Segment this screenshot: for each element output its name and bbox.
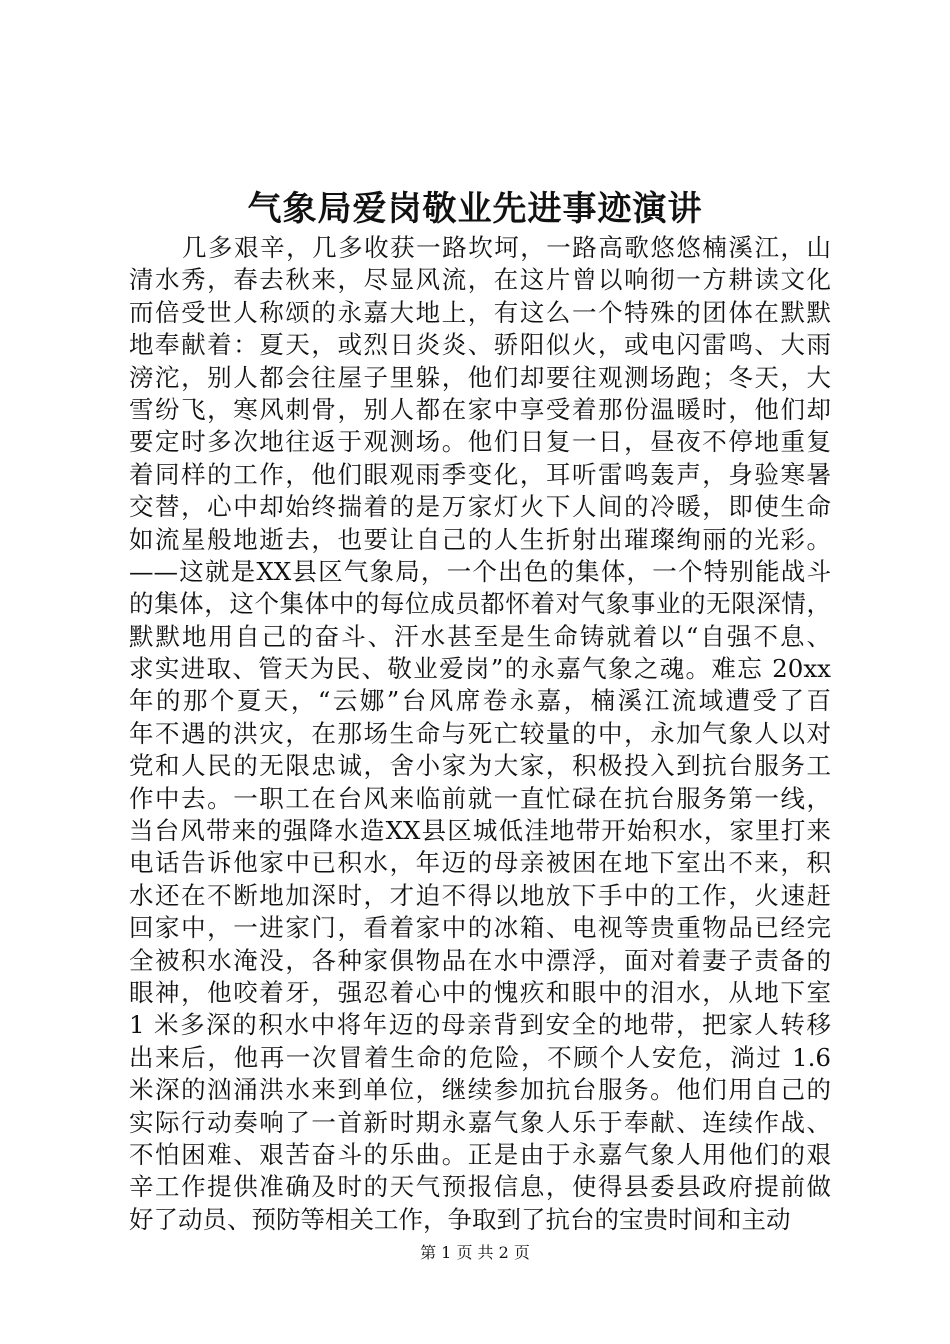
- body-line: 求实进取、管天为民、敬业爱岗”的永嘉气象之魂。难忘 20xx: [129, 654, 831, 684]
- body-line: 清水秀，春去秋来，尽显风流，在这片曾以响彻一方耕读文化: [129, 265, 831, 295]
- body-line: 地奉献着：夏天，或烈日炎炎、骄阳似火，或电闪雷鸣、大雨: [129, 330, 831, 360]
- document-title: 气象局爱岗敬业先进事迹演讲: [247, 189, 703, 229]
- body-line: 的集体，这个集体中的每位成员都怀着对气象事业的无限深情，: [129, 589, 831, 619]
- body-line: 电话告诉他家中已积水，年迈的母亲被困在地下室出不来，积: [129, 848, 831, 878]
- body-line: 着同样的工作，他们眼观雨季变化，耳听雷鸣轰声，身验寒暑: [129, 459, 831, 489]
- body-line: 几多艰辛，几多收获一路坎坷，一路高歌悠悠楠溪江，山: [182, 233, 831, 262]
- body-line: 滂沱，别人都会往屋子里躲，他们却要往观测场跑；冬天，大: [129, 362, 831, 392]
- body-line: 年不遇的洪灾，在那场生命与死亡较量的中，永加气象人以对: [129, 718, 831, 748]
- document-body: [129, 232, 831, 1236]
- body-line: 当台风带来的强降水造XX县区城低洼地带开始积水，家里打来: [129, 816, 831, 846]
- body-line: 年的那个夏天，“云娜”台风席卷永嘉，楠溪江流域遭受了百: [129, 686, 831, 716]
- body-line: 米深的汹涌洪水来到单位，继续参加抗台服务。他们用自己的: [129, 1075, 831, 1105]
- body-line: 辛工作提供准确及时的天气预报信息，使得县委县政府提前做: [129, 1172, 831, 1202]
- body-line: 作中去。一职工在台风来临前就一直忙碌在抗台服务第一线，: [129, 783, 831, 813]
- body-line: 而倍受世人称颂的永嘉大地上，有这么一个特殊的团体在默默: [129, 297, 831, 327]
- body-line: 雪纷飞，寒风刺骨，别人都在家中享受着那份温暖时，他们却: [129, 394, 831, 424]
- body-line: 党和人民的无限忠诚，舍小家为大家，积极投入到抗台服务工: [129, 751, 831, 781]
- page-footer: 第 1 页 共 2 页: [420, 1243, 530, 1262]
- body-line: 实际行动奏响了一首新时期永嘉气象人乐于奉献、连续作战、: [129, 1107, 831, 1137]
- body-line: 交替，心中却始终揣着的是万家灯火下人间的冷暖，即使生命: [129, 492, 831, 522]
- body-line: 眼神，他咬着牙，强忍着心中的愧疚和眼中的泪水，从地下室: [129, 977, 831, 1007]
- body-line: 好了动员、预防等相关工作，争取到了抗台的宝贵时间和主动: [129, 1204, 791, 1234]
- body-line: 全被积水淹没，各种家俱物品在水中漂浮，面对着妻子责备的: [129, 945, 831, 975]
- body-line: 水还在不断地加深时，才迫不得以地放下手中的工作，火速赶: [129, 880, 831, 910]
- body-line: 如流星般地逝去，也要让自己的人生折射出璀璨绚丽的光彩。: [129, 524, 831, 554]
- body-line: 回家中，一进家门，看着家中的冰箱、电视等贵重物品已经完: [129, 913, 831, 943]
- body-line: ——这就是XX县区气象局，一个出色的集体，一个特别能战斗: [129, 556, 831, 586]
- body-line: 1 米多深的积水中将年迈的母亲背到安全的地带，把家人转移: [129, 1010, 831, 1040]
- body-line: 不怕困难、艰苦奋斗的乐曲。正是由于永嘉气象人用他们的艰: [129, 1139, 831, 1169]
- body-line: 出来后，他再一次冒着生命的危险，不顾个人安危，淌过 1.6: [129, 1042, 831, 1072]
- body-line: 默默地用自己的奋斗、汗水甚至是生命铸就着以“自强不息、: [129, 621, 831, 651]
- body-line: 要定时多次地往返于观测场。他们日复一日，昼夜不停地重复: [129, 427, 831, 457]
